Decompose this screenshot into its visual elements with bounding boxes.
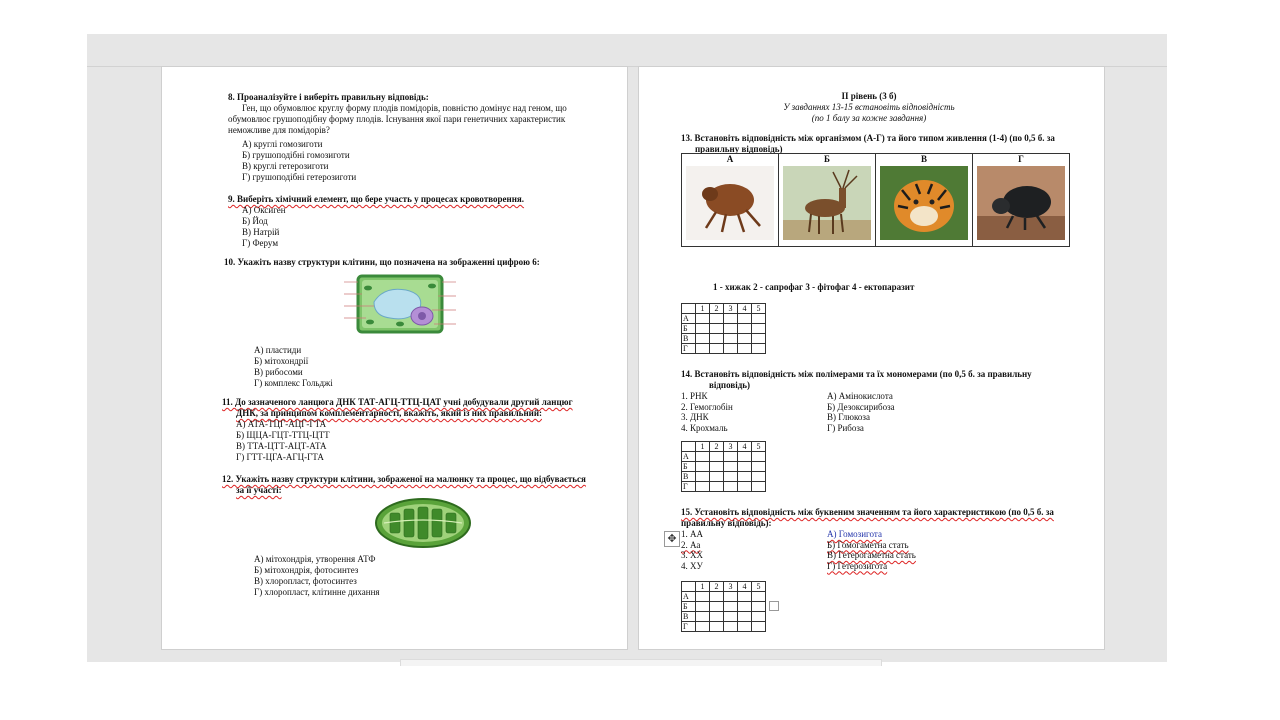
grid-answer-cell[interactable] [710,612,724,622]
grid-header-cell: 1 [696,442,710,452]
question-8-option-b: Б) грушоподібні гомозиготи [242,150,350,160]
grid-row [682,602,766,612]
grid-answer-cell[interactable] [696,612,710,622]
grid-answer-cell[interactable] [710,482,724,492]
grid-answer-cell[interactable] [724,592,738,602]
grid-row-label: А [682,592,696,602]
grid-header-cell [682,582,696,592]
grid-answer-cell[interactable] [752,452,766,462]
q14-right-d: Г) Рибоза [827,422,864,433]
feeding-types: 1 - хижак 2 - сапрофаг 3 - фітофаг 4 - ектопаразит [713,282,915,292]
grid-answer-cell[interactable] [696,324,710,334]
organism-cell-a [682,154,779,247]
grid-row [682,452,766,462]
grid-answer-cell[interactable] [752,324,766,334]
grid-answer-cell[interactable] [738,622,752,632]
grid-answer-cell[interactable] [696,452,710,462]
grid-answer-cell[interactable] [752,602,766,612]
grid-answer-cell[interactable] [696,462,710,472]
grid-row-label: Г [682,482,696,492]
question-15-title-1: 15. Установіть відповідність між буквеним значенням та його характеристикою (по 0,5 б. за [681,507,1054,517]
question-10-option-b: Б) мітохондрії [254,356,309,366]
grid-answer-cell[interactable] [738,344,752,354]
question-10-option-a: А) пластиди [254,345,302,355]
question-9 [228,194,608,249]
question-12-option-a: А) мітохондрія, утворення АТФ [254,554,376,564]
grid-header-cell: 2 [710,582,724,592]
question-9-option-b: Б) Йод [242,216,268,226]
grid-row-label: В [682,334,696,344]
grid-header-cell: 5 [752,442,766,452]
question-8-option-c: В) круглі гетерозиготи [242,161,329,171]
grid-answer-cell[interactable] [724,452,738,462]
grid-row [682,482,766,492]
grid-answer-cell[interactable] [696,602,710,612]
question-8-option-d: Г) грушоподібні гетерозиготи [242,172,357,182]
q15-left-4: 4. ХУ [681,560,703,571]
question-11-option-c: В) ТТА-ЦТТ-АЦТ-АТА [236,441,327,451]
q15-left-2: 2. Аа [681,539,701,550]
grid-answer-cell[interactable] [752,334,766,344]
question-9-option-c: В) Натрій [242,227,280,237]
grid-answer-cell[interactable] [696,344,710,354]
grid-answer-cell[interactable] [738,452,752,462]
question-10-options [240,345,540,389]
organism-cell-d [973,154,1070,247]
grid-answer-cell[interactable] [724,334,738,344]
organism-label-d: Г [1018,154,1024,164]
grid-answer-cell[interactable] [752,462,766,472]
grid-answer-cell[interactable] [710,602,724,612]
question-11-title-2: ДНК, за принципом комплементарності, вкажіть, який із них правильний: [236,408,542,418]
grid-header-cell: 1 [696,304,710,314]
question-12-title-2: за її участі: [236,485,282,495]
grid-answer-cell[interactable] [752,622,766,632]
grid-answer-cell[interactable] [710,344,724,354]
question-12-option-c: В) хлоропласт, фотосинтез [254,576,357,586]
question-12-title-1: 12. Укажіть назву структури клітини, зображеної на малюнку та процес, що відбувається [222,474,586,484]
grid-row [682,334,766,344]
grid-answer-cell[interactable] [696,334,710,344]
answer-grid-13[interactable] [681,303,766,354]
grid-row-label: А [682,452,696,462]
grid-answer-cell[interactable] [724,324,738,334]
grid-header-cell [682,304,696,314]
grid-header-cell: 2 [710,442,724,452]
grid-row [682,472,766,482]
grid-answer-cell[interactable] [696,472,710,482]
grid-answer-cell[interactable] [738,472,752,482]
grid-answer-cell[interactable] [710,452,724,462]
grid-header-cell: 5 [752,582,766,592]
question-14 [681,369,1091,391]
grid-header-cell: 1 [696,582,710,592]
grid-row-label: Б [682,462,696,472]
question-14-title-2: відповідь) [709,380,751,390]
grid-answer-cell[interactable] [738,602,752,612]
grid-answer-cell[interactable] [724,344,738,354]
question-12 [222,474,622,496]
grid-header-cell: 3 [724,304,738,314]
grid-answer-cell[interactable] [752,612,766,622]
grid-header-cell: 3 [724,582,738,592]
level-title: ІІ рівень (3 б) [841,91,897,101]
grid-header-cell: 3 [724,442,738,452]
q14-left-3: 3. ДНК [681,412,709,422]
grid-row [682,344,766,354]
q15-right-b: Б) Гомогаметна стать [827,539,909,550]
organisms-table [681,153,1070,247]
question-10 [224,257,614,268]
grid-row [682,612,766,622]
flea-image [686,166,774,240]
q14-right-c: В) Глюкоза [827,412,870,422]
grid-answer-cell[interactable] [752,592,766,602]
grid-row-label: Б [682,602,696,612]
grid-answer-cell[interactable] [724,612,738,622]
grid-answer-cell[interactable] [724,622,738,632]
question-8-option-a: А) круглі гомозиготи [242,139,323,149]
q14-right-b: Б) Дезоксирибоза [827,401,895,412]
q15-right-d: Г) Гетерозигота [827,560,888,571]
organism-cell-c [876,154,973,247]
question-9-option-a: А) Оксиген [242,205,286,215]
grid-row [682,462,766,472]
question-15-title-2: правильну відповідь): [681,518,772,528]
grid-row-label: В [682,472,696,482]
q15-left-column [681,529,821,571]
document-page-left[interactable] [161,66,628,650]
grid-row-label: Г [682,344,696,354]
question-11-option-b: Б) ЩЦА-ГЦТ-ТТЦ-ЦТТ [236,430,330,440]
question-10-option-c: В) рибосоми [254,367,303,377]
question-11-option-d: Г) ГТТ-ЦГА-АГЦ-ГТА [236,452,324,462]
grid-answer-cell[interactable] [724,314,738,324]
grid-answer-cell[interactable] [752,314,766,324]
q15-left-1: 1. АА [681,529,703,539]
grid-answer-cell[interactable] [710,314,724,324]
grid-answer-cell[interactable] [738,482,752,492]
answer-grid-14[interactable] [681,441,766,492]
question-8-text-2: обумовлює грушоподібну форму плодів. Існування якої пари генетичних характеристик [228,114,566,124]
grid-answer-cell[interactable] [738,324,752,334]
grid-answer-cell[interactable] [724,602,738,612]
question-10-title: 10. Укажіть назву структури клітини, що позначена на зображенні цифрою 6: [224,257,540,267]
question-10-option-d: Г) комплекс Гольджі [254,378,333,388]
grid-header-cell: 4 [738,304,752,314]
answer-grid-15[interactable] [681,581,766,632]
q15-left-3: 3. ХХ [681,550,703,560]
organism-label-b: Б [824,154,830,164]
q14-left-1: 1. РНК [681,391,708,401]
grid-header-cell: 2 [710,304,724,314]
q14-left-2: 2. Гемоглобін [681,401,733,412]
grid-answer-cell[interactable] [696,314,710,324]
document-page-right[interactable] [638,66,1105,650]
question-11 [222,397,622,463]
grid-answer-cell[interactable] [724,462,738,472]
q15-right-a: А) Гомозигота [827,529,882,539]
viewer-toolbar-area [87,34,1167,67]
grid-header-cell [682,442,696,452]
level-subtitle-1: У завданнях 13-15 встановіть відповідність [783,102,955,112]
question-8 [228,92,608,183]
question-12-options [240,554,540,598]
grid-row-label: А [682,314,696,324]
grid-row [682,324,766,334]
level-subtitle-2: (по 1 балу за кожне завдання) [811,113,927,123]
grid-answer-cell[interactable] [752,472,766,482]
question-12-option-b: Б) мітохондрія, фотосинтез [254,565,359,575]
grid-answer-cell[interactable] [696,482,710,492]
grid-row [682,314,766,324]
grid-answer-cell[interactable] [738,612,752,622]
table-resize-handle[interactable] [769,601,779,611]
grid-row-label: В [682,612,696,622]
grid-header-row [682,442,766,452]
question-13-title-2: правильну відповідь) [695,144,783,154]
bottom-scroll-area[interactable] [400,659,882,666]
question-8-title: 8. Проаналізуйте і виберіть правильну відповідь: [228,92,429,102]
q15-right-column [827,529,987,571]
grid-answer-cell[interactable] [724,472,738,482]
question-11-title-1: 11. До зазначеного ланцюга ДНК ТАТ-АГЦ-ТТЦ-ЦАТ учні добудували другий ланцюг [222,397,573,407]
grid-answer-cell[interactable] [710,592,724,602]
grid-header-cell: 4 [738,582,752,592]
grid-row-label: Б [682,324,696,334]
grid-answer-cell[interactable] [752,344,766,354]
q15-right-c: В) Гетерогаметна стать [827,550,916,560]
document-viewer [87,34,1167,662]
question-15 [681,507,1091,529]
question-9-title: 9. Виберіть хімічний елемент, що бере участь у процесах кровотворення. [228,194,525,204]
question-8-text-1: Ген, що обумовлює круглу форму плодів помідорів, повністю домінує над геном, що [242,103,567,113]
grid-answer-cell[interactable] [710,334,724,344]
organism-label-a: А [726,154,734,164]
question-12-option-d: Г) хлоропласт, клітинне дихання [254,587,380,597]
plant-cell-image [340,272,460,336]
grid-header-row [682,304,766,314]
grid-answer-cell[interactable] [696,592,710,602]
question-11-option-a: А) АТА-ТЦГ-АЦГ-ГТА [236,419,327,429]
table-move-handle-icon[interactable]: ✥ [664,531,680,547]
grid-answer-cell[interactable] [710,622,724,632]
grid-answer-cell[interactable] [752,482,766,492]
grid-header-cell: 4 [738,442,752,452]
deer-image [783,166,871,240]
level-header [719,91,1019,124]
grid-answer-cell[interactable] [710,462,724,472]
q14-right-column [827,391,987,433]
grid-answer-cell[interactable] [738,314,752,324]
question-13 [681,133,1091,155]
grid-answer-cell[interactable] [738,334,752,344]
grid-answer-cell[interactable] [696,622,710,632]
grid-answer-cell[interactable] [710,324,724,334]
grid-header-cell: 5 [752,304,766,314]
grid-row [682,592,766,602]
grid-answer-cell[interactable] [738,592,752,602]
grid-row-label: Г [682,622,696,632]
organism-label-c: В [920,154,927,164]
q14-left-column [681,391,821,433]
grid-row [682,622,766,632]
grid-answer-cell[interactable] [710,472,724,482]
question-9-option-d: Г) Ферум [242,238,279,248]
chloroplast-image [374,497,472,549]
beetle-image [977,166,1065,240]
grid-answer-cell[interactable] [738,462,752,472]
q14-left-4: 4. Крохмаль [681,422,728,433]
question-14-title-1: 14. Встановіть відповідність між полімерами та їх мономерами (по 0,5 б. за правильну [681,369,1032,379]
question-13-title-1: 13. Встановіть відповідність між організмом (А-Г) та його типом живлення (1-4) (по 0,5 б. за [681,133,1055,143]
grid-header-row [682,582,766,592]
tiger-image [880,166,968,240]
q14-right-a: А) Амінокислота [827,391,893,401]
question-8-text-3: неможливе для помідорів? [228,125,330,135]
organism-cell-b [779,154,876,247]
grid-answer-cell[interactable] [724,482,738,492]
